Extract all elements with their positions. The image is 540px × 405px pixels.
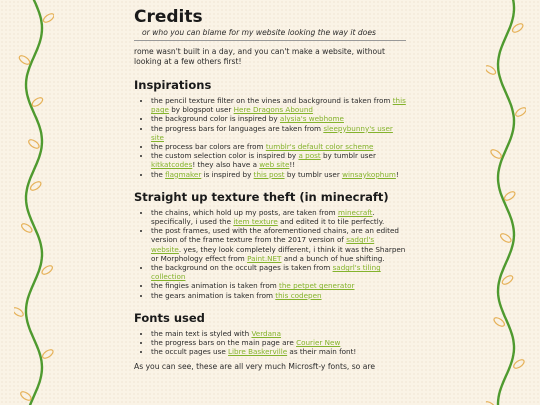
page-subtitle: or who you can blame for my website looking the way it does — [142, 28, 376, 37]
list-item: • the fingies animation is taken from the petpet generator — [151, 281, 406, 290]
credit-link[interactable]: winsaykophum — [342, 169, 396, 179]
vine-leaf — [41, 264, 54, 276]
list-item: • the progress bars for languages are taken from sleepybunny's user site — [151, 124, 406, 142]
credit-link[interactable]: sadgrl's website — [151, 235, 375, 254]
credit-link[interactable]: this post — [253, 169, 285, 179]
vine-leaf — [29, 180, 42, 192]
vine-leaf — [514, 106, 526, 118]
credit-link[interactable]: alysia's webhome — [279, 114, 344, 124]
list-item: • the pencil texture filter on the vines and background is taken from this page by blogspot user Here Dragons Abound — [151, 96, 406, 114]
left-vine-decoration — [14, 0, 54, 405]
vine-leaf — [14, 306, 25, 318]
fonts-heading: Fonts used — [134, 310, 205, 325]
vine-leaf — [42, 12, 54, 24]
texture-heading: Straight up texture theft (in minecraft) — [134, 189, 389, 204]
credit-link[interactable]: Paint.NET — [247, 253, 282, 263]
vine-leaf — [503, 190, 516, 202]
list-item: • the occult pages use Libre Baskerville as their main font! — [151, 347, 406, 356]
intro-text: rome wasn't built in a day, and you can't make a website, without looking at a few others first! — [134, 47, 385, 66]
list-item: • the process bar colors are from tumblr's default color scheme — [151, 142, 406, 151]
credit-link[interactable]: Libre Baskerville — [228, 347, 288, 357]
credit-link[interactable]: web site — [259, 160, 290, 170]
vine-leaf — [511, 22, 524, 34]
credit-link[interactable]: sleepybunny's user site — [151, 123, 393, 142]
list-item: • the background color is inspired by alysia's webhome — [151, 114, 406, 123]
credit-link[interactable]: minecraft — [337, 207, 373, 217]
list-item: • the main text is styled with Verdana — [151, 329, 406, 338]
vine-stem — [498, 0, 514, 405]
credit-link[interactable]: sadgrl's tiling collection — [151, 263, 381, 282]
credit-link[interactable]: kitkatcodes — [151, 160, 193, 170]
list-item: • the custom selection color is inspired by a post by tumblr user kitkatcodes! they also have a web site!! — [151, 151, 406, 169]
credits-page — [134, 6, 406, 372]
vine-leaf — [486, 400, 497, 405]
vine-leaf — [41, 348, 54, 360]
page-title: Credits — [134, 7, 203, 27]
inspirations-list — [134, 96, 406, 179]
credit-link[interactable]: tumblr's default color scheme — [265, 142, 374, 152]
credit-link[interactable]: this codepen — [275, 290, 322, 300]
vine-leaf — [31, 96, 44, 108]
title-divider — [134, 40, 406, 41]
vine-leaf — [501, 274, 514, 286]
credit-link[interactable]: flagmaker — [165, 169, 202, 179]
fonts-list — [134, 329, 406, 357]
list-item: • the progress bars on the main page are Courier New — [151, 338, 406, 347]
vine-leaf — [512, 358, 525, 370]
credit-link[interactable]: Courier New — [296, 338, 341, 348]
vine-leaf — [19, 390, 32, 402]
credit-link[interactable]: the petpet generator — [279, 281, 355, 291]
vine-leaf — [499, 232, 512, 244]
right-vine-decoration — [486, 0, 526, 405]
vine-leaf — [493, 316, 506, 328]
credit-link[interactable]: Here Dragons Abound — [233, 105, 313, 115]
inspirations-heading: Inspirations — [134, 78, 212, 92]
credit-link[interactable]: item texture — [233, 217, 278, 227]
credit-link[interactable]: this page — [151, 96, 406, 115]
texture-list — [134, 208, 406, 300]
vine-leaf — [486, 64, 497, 76]
vine-stem — [26, 0, 42, 405]
list-item: • the chains, which hold up my posts, are taken from minecraft. specifically, i used the item texture and edited it to tile perfectly. — [151, 208, 406, 226]
credit-link[interactable]: a post — [298, 151, 321, 161]
list-item: • the background on the occult pages is taken from sadgrl's tiling collection — [151, 263, 406, 281]
vine-leaf — [20, 222, 33, 234]
list-item: • the gears animation is taken from this codepen — [151, 291, 406, 300]
list-item: • the post frames, used with the aforementioned chains, are an edited version of the frame texture from the 2017 version of sadgrl's website. yes, they look completely different, i think it was the Sharpen or Morphology effect from Paint.NET and a bunch of hue shifting. — [151, 226, 406, 263]
list-item: • the flagmaker is inspired by this post by tumblr user winsaykophum! — [151, 170, 406, 179]
vine-leaf — [489, 148, 502, 160]
vine-leaf — [18, 54, 31, 66]
credit-link[interactable]: Verdana — [251, 328, 281, 338]
vine-leaf — [27, 138, 40, 150]
footer-text: As you can see, these are all very much Microsft-y fonts, so are — [134, 362, 376, 372]
